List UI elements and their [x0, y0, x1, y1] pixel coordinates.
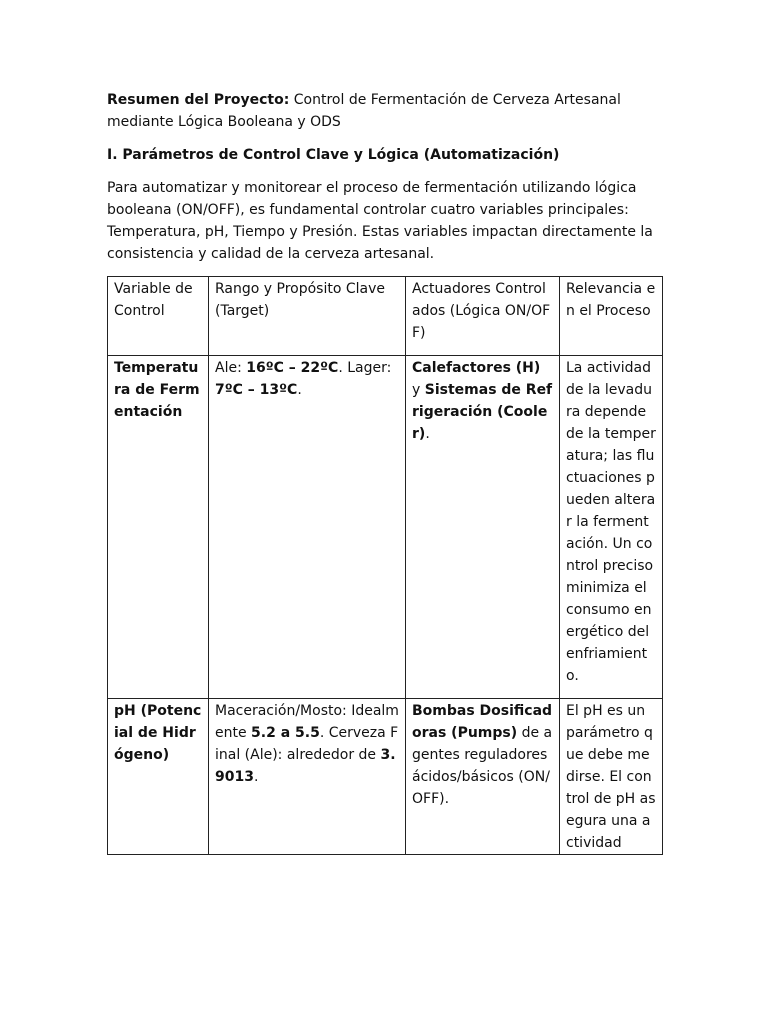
header-variable: Variable de Control [108, 277, 209, 356]
actuators-cell [406, 356, 560, 699]
range-value: 5.2 a 5.5 [251, 725, 320, 741]
range-text: . Lager: [338, 360, 392, 376]
range-text: . [253, 769, 259, 785]
actuator-text: . [425, 426, 430, 442]
variable-cell: Temperatura de Fermentación [108, 356, 209, 699]
actuator-name: Sistemas de Refrigeración (Cooler) [412, 382, 553, 442]
range-value: 16ºC – 22ºC [246, 360, 339, 376]
table-row [108, 699, 663, 855]
variable-cell: pH (Potencial de Hidrógeno) [108, 699, 209, 855]
intro-paragraph: Para automatizar y monitorear el proceso de fermentación utilizando lógica booleana (ON/OFF), es fundamental controlar cuatro variables principales: Temperatura, pH, Tiempo y Presión. Estas variables impactan directamente la consistencia y calidad de la cerveza artesanal. [107, 180, 653, 262]
table-row [108, 356, 663, 699]
actuator-name: Bombas Dosificadoras (Pumps) [412, 703, 553, 741]
range-text: Maceración/Mosto: Idealmente [215, 703, 399, 741]
section-heading: I. Parámetros de Control Clave y Lógica (Automatización) [107, 147, 560, 163]
control-parameters-table [107, 276, 663, 855]
header-relevance: Relevancia en el Proceso [560, 277, 663, 356]
range-cell [209, 356, 406, 699]
range-text: . [297, 382, 302, 398]
actuator-text: y [412, 382, 425, 398]
range-cell [209, 699, 406, 855]
document-page [107, 89, 662, 855]
header-range: Rango y Propósito Clave (Target) [209, 277, 406, 356]
range-text: Ale: [215, 360, 247, 376]
project-summary [107, 89, 662, 133]
range-value: 7ºC – 13ºC [215, 382, 298, 398]
table-header-row [108, 277, 663, 356]
header-actuators: Actuadores Controlados (Lógica ON/OFF) [406, 277, 560, 356]
actuators-cell [406, 699, 560, 855]
summary-label: Resumen del Proyecto: [107, 92, 290, 108]
relevance-cell: La actividad de la levadura depende de la temperatura; las fluctuaciones pueden alterar la fermentación. Un control preciso minimiza el consumo energético del enfriamiento. [560, 356, 663, 699]
summary-text: Control de Fermentación de Cerveza Artesanal mediante Lógica Booleana y ODS [107, 92, 621, 130]
actuator-text: de agentes reguladores ácidos/básicos (ON/OFF). [412, 725, 553, 807]
actuator-name: Calefactores (H) [412, 360, 541, 376]
relevance-cell: El pH es un parámetro que debe medirse. El control de pH asegura una actividad [560, 699, 663, 855]
range-text: . Cerveza Final (Ale): alrededor de [215, 725, 399, 763]
range-value: 3.9013 [215, 747, 396, 785]
